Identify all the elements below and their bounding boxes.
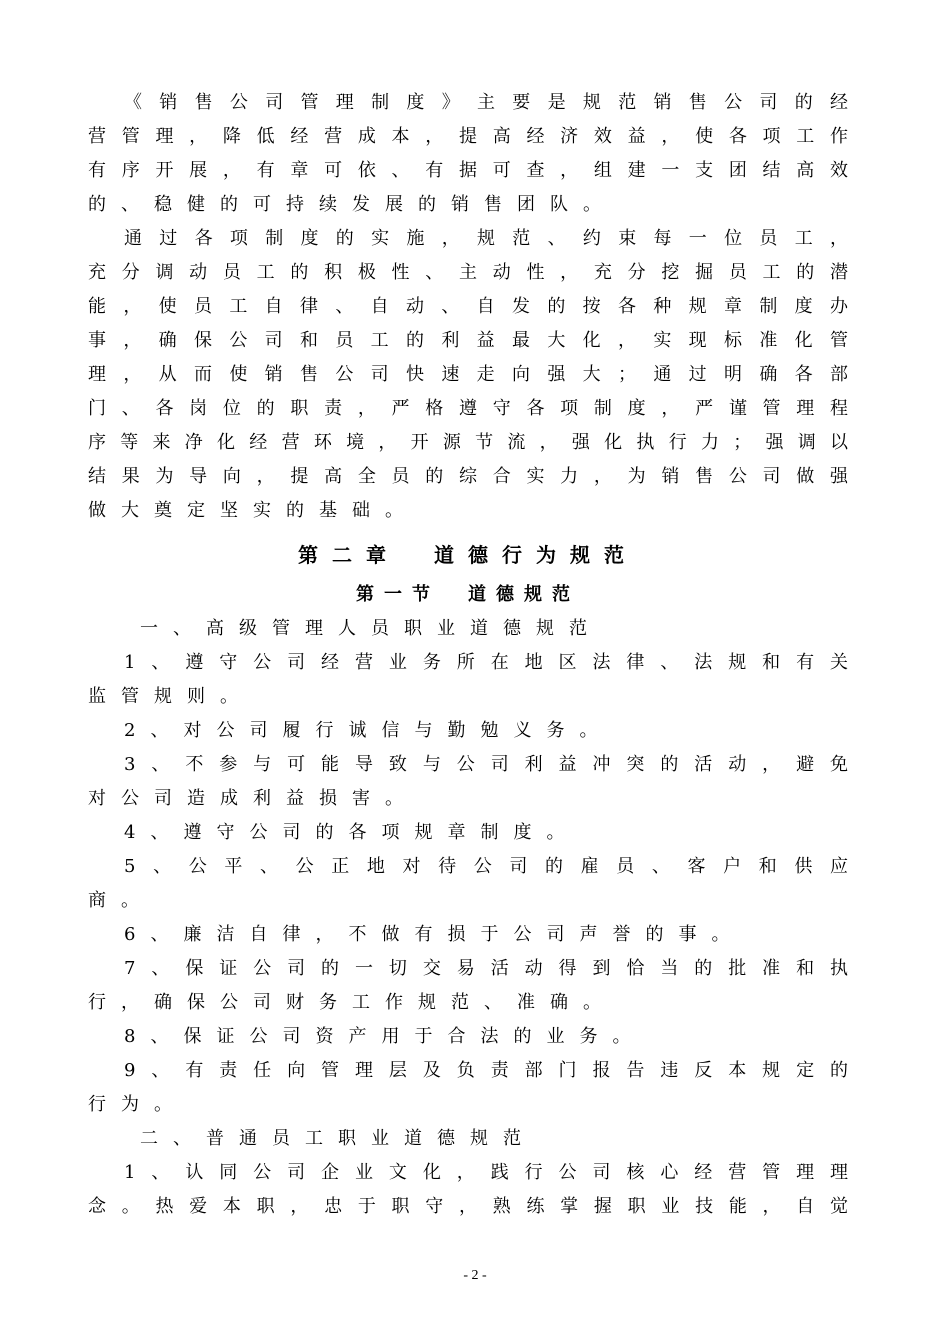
- list-item-continuation: 商。: [88, 890, 154, 911]
- paragraph-2-line: 门、各岗位的职责，严格遵守各项制度，严谨管理程: [88, 398, 848, 419]
- paragraph-2-line: 理，从而使销售公司快速走向强大；通过明确各部: [88, 364, 848, 385]
- paragraph-2-line: 做大奠定坚实的基础。: [88, 500, 418, 521]
- list-item: 1、遵守公司经营业务所在地区法律、法规和有关: [124, 652, 848, 673]
- list-item: 8、保证公司资产用于合法的业务。: [124, 1026, 646, 1047]
- list-item-continuation: 行为。: [88, 1094, 187, 1115]
- list-item: 5、公平、公正地对待公司的雇员、客户和供应: [124, 856, 848, 877]
- paragraph-2-line: 通过各项制度的实施，规范、约束每一位员工，: [124, 228, 848, 249]
- paragraph-2-line: 序等来净化经营环境，开源节流，强化执行力；强调以: [88, 432, 848, 453]
- paragraph-1-line: 《销售公司管理制度》主要是规范销售公司的经: [124, 92, 848, 113]
- paragraph-2-line: 结果为导向，提高全员的综合实力，为销售公司做强: [88, 466, 848, 487]
- list-item-continuation: 行，确保公司财务工作规范、准确。: [88, 992, 616, 1013]
- list-item: 3、不参与可能导致与公司利益冲突的活动，避免: [124, 754, 848, 775]
- paragraph-1-line: 的、稳健的可持续发展的销售团队。: [88, 194, 616, 215]
- list-item-continuation: 监管规则。: [88, 686, 253, 707]
- document-body: [88, 86, 848, 1224]
- list-item: 4、遵守公司的各项规章制度。: [124, 822, 580, 843]
- subsection-heading: 二、普通员工职业道德规范: [140, 1128, 536, 1149]
- list-item: 6、廉洁自律，不做有损于公司声誉的事。: [124, 924, 745, 945]
- list-item: 2、对公司履行诚信与勤勉义务。: [124, 720, 613, 741]
- section-title: 第一节 道德规范: [356, 584, 580, 605]
- page-number: - 2 -: [463, 1268, 487, 1283]
- paragraph-1-line: 营管理，降低经营成本，提高经济效益，使各项工作: [88, 126, 848, 147]
- list-item: 7、保证公司的一切交易活动得到恰当的批准和执: [124, 958, 848, 979]
- list-item-continuation: 念。热爱本职，忠于职守，熟练掌握职业技能，自觉: [88, 1196, 848, 1217]
- paragraph-2-line: 事，确保公司和员工的利益最大化，实现标准化管: [88, 330, 848, 351]
- paragraph-2-line: 能，使员工自律、自动、自发的按各种规章制度办: [88, 296, 848, 317]
- paragraph-2-line: 充分调动员工的积极性、主动性，充分挖掘员工的潜: [88, 262, 848, 283]
- subsection-heading: 一、高级管理人员职业道德规范: [140, 618, 602, 639]
- list-item-continuation: 对公司造成利益损害。: [88, 788, 418, 809]
- list-item: 1、认同公司企业文化，践行公司核心经营管理理: [124, 1162, 848, 1183]
- list-item: 9、有责任向管理层及负责部门报告违反本规定的: [124, 1060, 848, 1081]
- chapter-title: 第二章 道德行为规范: [298, 543, 638, 567]
- paragraph-1-line: 有序开展，有章可依、有据可查，组建一支团结高效: [88, 160, 848, 181]
